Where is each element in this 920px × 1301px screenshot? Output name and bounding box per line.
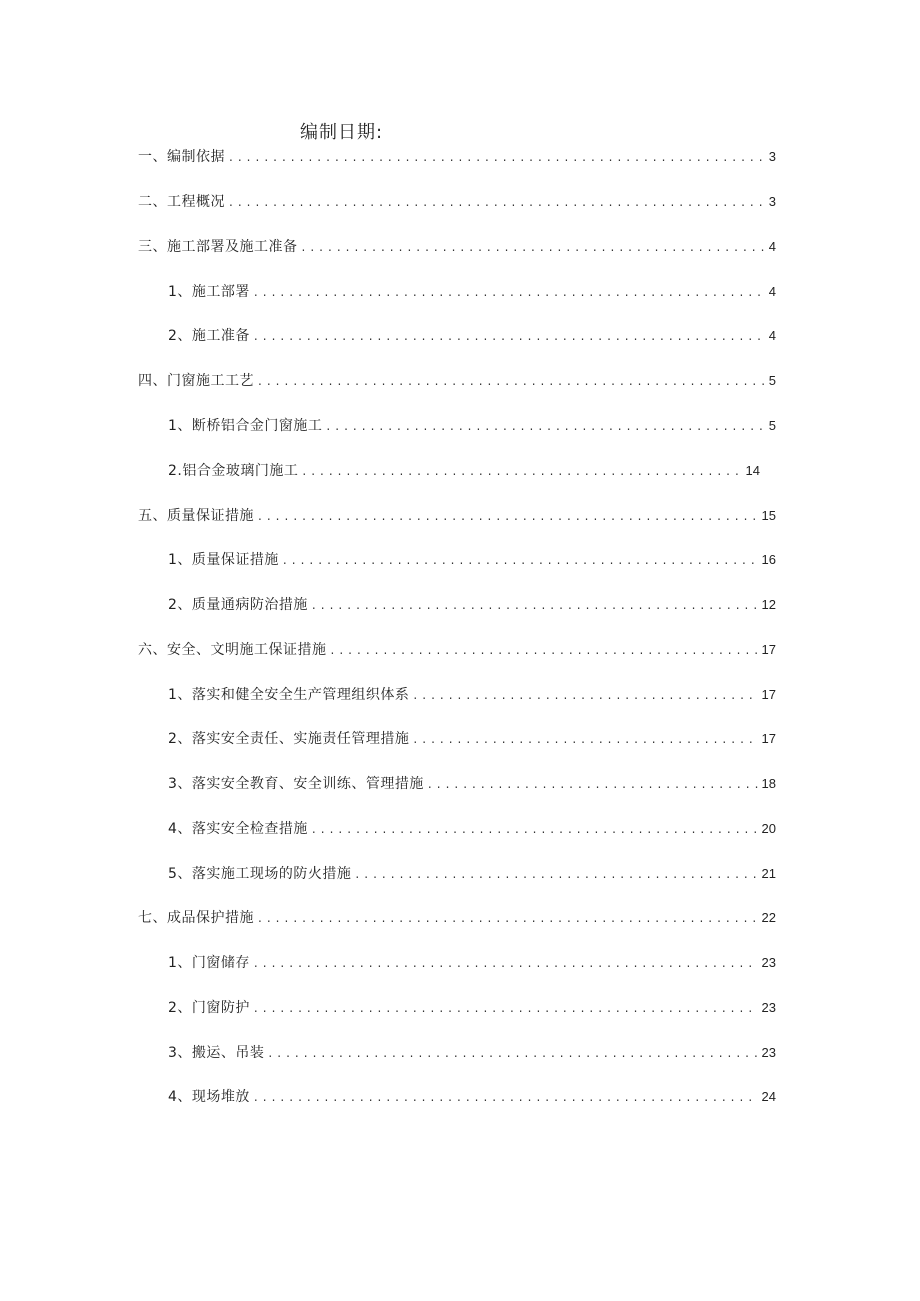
toc-entry-page: 4 (768, 239, 776, 254)
toc-dot-leader (258, 908, 758, 928)
toc-entry-label: 2、落实安全责任、实施责任管理措施 (168, 731, 410, 747)
toc-entry-page: 20 (761, 821, 776, 836)
toc-entry-page: 4 (768, 284, 776, 299)
toc-entry-label: 七、成品保护措施 (138, 910, 254, 926)
toc-dot-leader (258, 371, 765, 391)
toc-entry-label: 二、工程概况 (138, 194, 225, 210)
toc-entry[interactable] (168, 729, 776, 749)
toc-dot-leader (283, 550, 758, 570)
toc-entry[interactable] (138, 147, 776, 167)
toc-entry[interactable] (168, 1043, 776, 1063)
toc-entry-label: 五、质量保证措施 (138, 508, 254, 524)
toc-entry[interactable] (138, 237, 776, 257)
toc-entry[interactable] (168, 953, 776, 973)
toc-entry-label: 六、安全、文明施工保证措施 (138, 642, 327, 658)
toc-entry-label: 1、门窗储存 (168, 955, 250, 971)
toc-dot-leader (413, 685, 757, 705)
toc-entry-page: 15 (761, 508, 776, 523)
toc-entry-page: 14 (745, 463, 760, 478)
toc-entry[interactable] (138, 506, 776, 526)
toc-dot-leader (428, 774, 758, 794)
toc-entry-label: 5、落实施工现场的防火措施 (168, 866, 352, 882)
toc-entry-page: 16 (761, 552, 776, 567)
toc-entry-page: 23 (761, 1000, 776, 1015)
toc-entry[interactable] (138, 640, 776, 660)
toc-entry[interactable] (168, 864, 776, 884)
toc-entry-page: 23 (761, 955, 776, 970)
toc-entry-label: 一、编制依据 (138, 149, 225, 165)
toc-entry-label: 3、搬运、吊装 (168, 1045, 265, 1061)
toc-dot-leader (254, 326, 765, 346)
toc-entry-page: 21 (761, 866, 776, 881)
toc-entry[interactable] (168, 998, 776, 1018)
toc-entry[interactable] (138, 908, 776, 928)
toc-entry-page: 17 (761, 687, 776, 702)
toc-entry-label: 1、落实和健全安全生产管理组织体系 (168, 687, 410, 703)
toc-entry-page: 23 (761, 1045, 776, 1060)
toc-dot-leader (254, 953, 758, 973)
toc-entry[interactable] (168, 595, 776, 615)
toc-entry-page: 22 (761, 910, 776, 925)
toc-entry-label: 2、质量通病防治措施 (168, 597, 308, 613)
toc-entry-label: 1、质量保证措施 (168, 552, 279, 568)
toc-dot-leader (326, 416, 764, 436)
toc-entry[interactable] (168, 819, 776, 839)
toc-entry-label: 4、落实安全检查措施 (168, 821, 308, 837)
toc-entry-label: 1、断桥铝合金门窗施工 (168, 418, 323, 434)
toc-dot-leader (258, 506, 758, 526)
toc-dot-leader (355, 864, 757, 884)
date-heading: 编制日期: (300, 122, 384, 143)
toc-entry-page: 17 (761, 731, 776, 746)
toc-entry[interactable] (168, 685, 776, 705)
toc-entry[interactable] (168, 461, 760, 481)
toc-entry-page: 18 (761, 776, 776, 791)
toc-dot-leader (268, 1043, 757, 1063)
toc-entry-page: 5 (768, 418, 776, 433)
toc-entry-page: 5 (768, 373, 776, 388)
toc-entry-page: 17 (761, 642, 776, 657)
toc-entry-page: 3 (768, 194, 776, 209)
toc-entry[interactable] (168, 416, 776, 436)
toc-dot-leader (302, 461, 741, 481)
toc-entry-label: 3、落实安全教育、安全训练、管理措施 (168, 776, 424, 792)
toc-dot-leader (331, 640, 758, 660)
toc-entry[interactable] (168, 774, 776, 794)
toc-dot-leader (413, 729, 757, 749)
toc-entry-label: 2、施工准备 (168, 328, 250, 344)
toc-dot-leader (312, 595, 758, 615)
toc-dot-leader (302, 237, 765, 257)
toc-dot-leader (229, 147, 765, 167)
toc-dot-leader (254, 1087, 758, 1107)
toc-entry-label: 四、门窗施工工艺 (138, 373, 254, 389)
toc-dot-leader (254, 282, 765, 302)
toc-entry-page: 12 (761, 597, 776, 612)
toc-entry[interactable] (168, 326, 776, 346)
toc-entry[interactable] (168, 1087, 776, 1107)
toc-entry-label: 4、现场堆放 (168, 1089, 250, 1105)
toc-entry[interactable] (138, 192, 776, 212)
toc-entry[interactable] (138, 371, 776, 391)
toc-entry-page: 24 (761, 1089, 776, 1104)
toc-entry-page: 4 (768, 328, 776, 343)
toc-entry[interactable] (168, 282, 776, 302)
toc-entry-label: 1、施工部署 (168, 284, 250, 300)
toc-entry-page: 3 (768, 149, 776, 164)
toc-dot-leader (312, 819, 758, 839)
toc-entry-label: 2.铝合金玻璃门施工 (168, 463, 299, 479)
toc-entry-label: 三、施工部署及施工准备 (138, 239, 298, 255)
toc-entry[interactable] (168, 550, 776, 570)
toc-dot-leader (254, 998, 758, 1018)
toc-entry-label: 2、门窗防护 (168, 1000, 250, 1016)
toc-dot-leader (229, 192, 765, 212)
